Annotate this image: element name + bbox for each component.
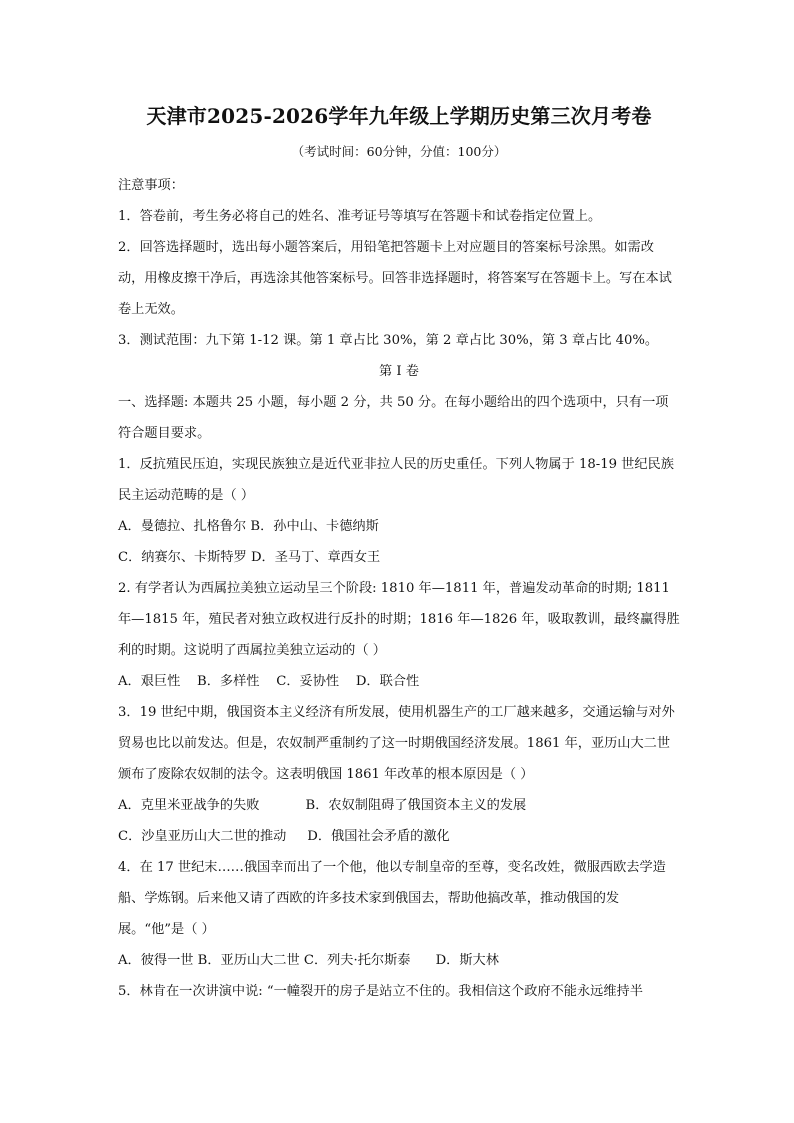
question-options-row: A．彼得一世 B．亚历山大二世 C．列夫·托尔斯泰 D．斯大林	[118, 953, 499, 968]
question-2	[118, 573, 680, 697]
question-stem: 5．林肯在一次讲演中说: “一幢裂开的房子是站立不住的。我相信这个政府不能永远维持半	[118, 984, 643, 999]
question-stem: 4．在 17 世纪末……俄国幸而出了一个他，他以专制皇帝的至尊，变名改姓，微服西欧去学造船、学炼钢。后来他又请了西欧的许多技术家到俄国去，帮助他搞改革，推动俄国的发展。“他”是（ ）	[118, 860, 666, 937]
question-options-row: C．沙皇亚历山大二世的推动 D．俄国社会矛盾的激化	[118, 829, 450, 844]
question-5	[118, 976, 680, 1007]
question-3	[118, 697, 680, 852]
notice-heading: 注意事项：	[118, 178, 184, 193]
question-stem: 3．19 世纪中期，俄国资本主义经济有所发展，使用机器生产的工厂越来越多，交通运输与对外贸易也比以前发达。但是，农奴制严重制约了这一时期俄国经济发展。1861 年，亚历山大二世颁布了废除农奴制的法令。这表明俄国 1861 年改革的根本原因是（ ）	[118, 705, 675, 782]
question-options-row: C．纳赛尔、卡斯特罗 D．圣马丁、章西女王	[118, 550, 381, 565]
question-options-row: A．克里米亚战争的失败 B．农奴制阻碍了俄国资本主义的发展	[118, 798, 527, 813]
notice-item-3: 3．测试范围：九下第 1-12 课。第 1 章占比 30%，第 2 章占比 30%，第 3 章占比 40%。	[118, 333, 659, 348]
question-options-row: A．艰巨性 B．多样性 C．妥协性 D．联合性	[118, 674, 420, 689]
section-intro: 一、选择题: 本题共 25 小题，每小题 2 分，共 50 分。在每小题给出的四个选项中，只有一项符合题目要求。	[118, 395, 669, 441]
question-stem: 1．反抗殖民压迫，实现民族独立是近代亚非拉人民的历史重任。下列人物属于 18-19 世纪民族民主运动范畴的是（ ）	[118, 457, 674, 503]
question-1	[118, 449, 680, 573]
question-options-row: A．曼德拉、扎格鲁尔 B．孙中山、卡德纳斯	[118, 519, 379, 534]
notice-item-2: 2．回答选择题时，选出每小题答案后，用铅笔把答题卡上对应题目的答案标号涂黑。如需改动，用橡皮擦干净后，再选涂其他答案标号。回答非选择题时，将答案写在答题卡上。写在本试卷上无效。	[118, 240, 672, 317]
exam-subtitle: （考试时间：60分钟，分值：100分）	[291, 144, 507, 159]
question-4	[118, 852, 680, 976]
notice-item-1: 1．答卷前，考生务必将自己的姓名、准考证号等填写在答题卡和试卷指定位置上。	[118, 209, 602, 224]
question-stem: 2. 有学者认为西属拉美独立运动呈三个阶段: 1810 年—1811 年，普遍发动革命的时期; 1811 年—1815 年，殖民者对独立政权进行反扑的时期；1816 年—1826 年，吸取教训，最终赢得胜利的时期。这说明了西属拉美独立运动的（ ）	[118, 581, 680, 658]
volume-label: 第 I 卷	[379, 364, 419, 379]
exam-title: 天津市2025-2026学年九年级上学期历史第三次月考卷	[146, 104, 652, 128]
document-body	[118, 102, 680, 1007]
